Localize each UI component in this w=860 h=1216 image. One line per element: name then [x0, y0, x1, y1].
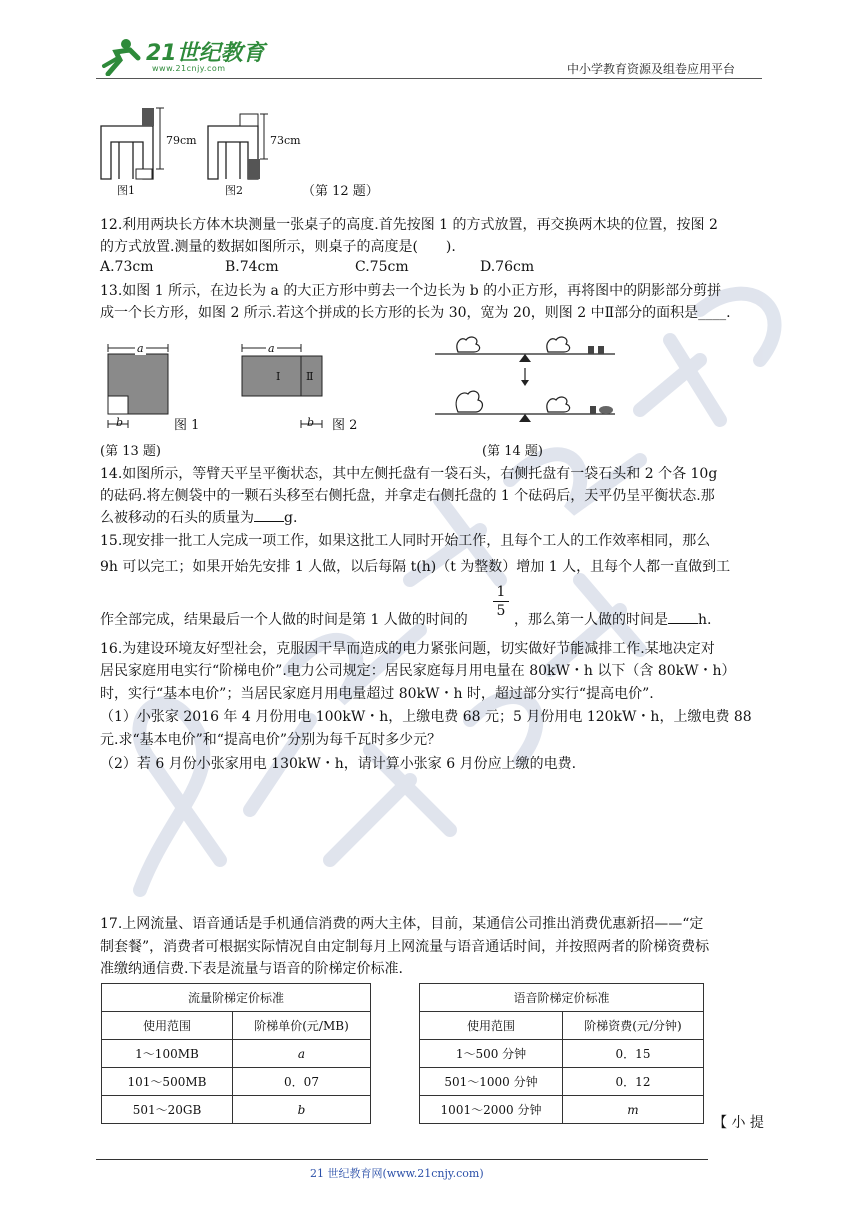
table-row	[102, 1096, 371, 1124]
fig12-dim2: 73cm	[270, 134, 301, 147]
q17-line2: 制套餐”，消费者可根据实际情况自由定制每月上网流量与语音通话时间，并按照两者的阶梯资费标	[100, 939, 710, 955]
fig14-caption: (第 14 题)	[482, 444, 543, 459]
q14-line3-post: g.	[284, 510, 298, 526]
fig12-caption: （第 12 题）	[302, 184, 379, 199]
q17-line3: 准缴纳通信费.下表是流量与语音的阶梯定价标准.	[100, 961, 403, 977]
q15-line3-end: h.	[698, 612, 712, 628]
table-cell: m	[563, 1096, 704, 1124]
fig13-label2: 图 2	[332, 418, 358, 433]
fig12-label1: 图1	[117, 184, 135, 197]
flow-table-header: 阶梯单价(元/MB)	[233, 1012, 371, 1040]
table-cell: 1001～2000 分钟	[420, 1096, 563, 1124]
q15-fraction-numerator: 1	[496, 584, 506, 600]
voice-table-header: 使用范围	[420, 1012, 563, 1040]
q14-answer-blank[interactable]	[254, 508, 284, 522]
table-row	[102, 1040, 371, 1068]
q16-line5: 元.求“基本电价”和“提高电价”分别为每千瓦时多少元？	[100, 732, 442, 748]
q14-line1: 14.如图所示，等臂天平呈平衡状态，其中左侧托盘有一袋石头，右侧托盘有一袋石头和 2 个各 10g	[100, 466, 718, 482]
q16-line2: 居民家庭用电实行“阶梯电价”.电力公司规定：居民家庭每月用电量在 80kW・h 以下（含 80kW・h）	[100, 663, 736, 679]
runner-logo-icon	[96, 38, 146, 76]
table-cell: 501～20GB	[102, 1096, 233, 1124]
fig13-part2: Ⅱ	[306, 370, 314, 383]
table-cell: 1～500 分钟	[420, 1040, 563, 1068]
q15-fraction-denominator: 5	[496, 603, 506, 619]
voice-table-title: 语音阶梯定价标准	[420, 984, 704, 1012]
q15-line2: 9h 可以完工；如果开始先安排 1 人做，以后每隔 t(h)（t 为整数）增加 1 人，且每个人都一直做到工	[100, 559, 731, 575]
q15-fraction	[493, 584, 509, 619]
q15-answer-blank[interactable]	[668, 610, 698, 624]
fig12-label2: 图2	[225, 184, 243, 197]
q12-option-b: B.74cm	[225, 259, 279, 275]
q16-line6: （2）若 6 月份小张家用电 130kW・h，请计算小张家 6 月份应上缴的电费.	[100, 756, 577, 772]
q13-line2: 成一个长方形，如图 2 所示.若这个拼成的长方形的长为 30，宽为 20，则图 2 中Ⅱ部分的面积是____.	[100, 305, 731, 321]
q13-line1: 13.如图 1 所示，在边长为 a 的大正方形中剪去一个边长为 b 的小正方形，再将图中的阴影部分剪拼	[100, 283, 722, 299]
q12-option-a: A.73cm	[100, 259, 154, 275]
footer-divider	[96, 1159, 708, 1160]
q15-line3-pre: 作全部完成，结果最后一个人做的时间是第 1 人做的时间的	[100, 612, 468, 628]
q14-line3	[100, 507, 765, 529]
q15-line3	[514, 609, 711, 629]
flow-table-title: 流量阶梯定价标准	[102, 984, 371, 1012]
voice-table-header: 阶梯资费(元/分钟)	[563, 1012, 704, 1040]
q17-line1: 17.上网流量、语音通话是手机通信消费的两大主体，目前，某通信公司推出消费优惠新招——“定	[100, 916, 704, 932]
fig13-part1: Ⅰ	[276, 370, 281, 383]
table-cell: 101～500MB	[102, 1068, 233, 1096]
fig13-a1: a	[137, 342, 144, 355]
flow-pricing-table	[101, 983, 371, 1124]
voice-pricing-table	[419, 983, 704, 1124]
footer-link[interactable]: 21 世纪教育网(www.21cnjy.com)	[310, 1167, 484, 1180]
table-cell: 501～1000 分钟	[420, 1068, 563, 1096]
fig12-dim1: 79cm	[166, 134, 197, 147]
table-cell: 0．07	[233, 1068, 371, 1096]
header-divider	[96, 78, 762, 79]
table-cell: 0．15	[563, 1040, 704, 1068]
q15-line3-post: ，那么第一人做的时间是	[514, 612, 668, 628]
table-cell: b	[233, 1096, 371, 1124]
fig13-label1: 图 1	[174, 418, 200, 433]
fig13-caption: (第 13 题)	[100, 444, 161, 459]
table-row	[420, 1040, 704, 1068]
q12-option-d: D.76cm	[480, 259, 535, 275]
flow-table-header: 使用范围	[102, 1012, 233, 1040]
q16-line1: 16.为建设环境友好型社会，克服因干旱而造成的电力紧张问题，切实做好节能减排工作.某地决定对	[100, 641, 715, 657]
fig13-a2: a	[268, 342, 275, 355]
fig13-b1: b	[116, 416, 124, 429]
q15-line1: 15.现安排一批工人完成一项工作，如果这批工人同时开始工作，且每个工人的工作效率相同，那么	[100, 533, 711, 549]
q14-line2: 的砝码.将左侧袋中的一颗石头移至右侧托盘，并拿走右侧托盘的 1 个砝码后，天平仍呈平衡状态.那	[100, 488, 715, 504]
header-platform-text: 中小学教育资源及组卷应用平台	[567, 62, 736, 76]
table-cell: 0．12	[563, 1068, 704, 1096]
logo-title: 21世纪教育	[146, 41, 265, 66]
q12-line1: 12.利用两块长方体木块测量一张桌子的高度.首先按图 1 的方式放置，再交换两木块的位置，按图 2	[100, 217, 718, 233]
q14-line3-pre: 么被移动的石头的质量为	[100, 510, 254, 526]
table-row	[102, 1068, 371, 1096]
table-row	[420, 1096, 704, 1124]
q16-line4: （1）小张家 2016 年 4 月份用电 100kW・h，上缴电费 68 元；5 月份用电 120kW・h，上缴电费 88	[100, 709, 752, 725]
fig13-b2: b	[307, 416, 315, 429]
q17-tail: 【 小 提	[713, 1115, 764, 1131]
table-row	[420, 1068, 704, 1096]
table-cell: 1～100MB	[102, 1040, 233, 1068]
q12-line2: 的方式放置.测量的数据如图所示，则桌子的高度是( ).	[100, 239, 456, 255]
figure-14-balance	[430, 330, 630, 430]
table-cell: a	[233, 1040, 371, 1068]
header-logo	[96, 36, 266, 78]
logo-subtitle: www.21cnjy.com	[152, 64, 226, 73]
q12-option-c: C.75cm	[355, 259, 409, 275]
q16-line3: 时，实行“基本电价”；当居民家庭月用电量超过 80kW・h 时，超过部分实行“提高电价”.	[100, 686, 654, 702]
